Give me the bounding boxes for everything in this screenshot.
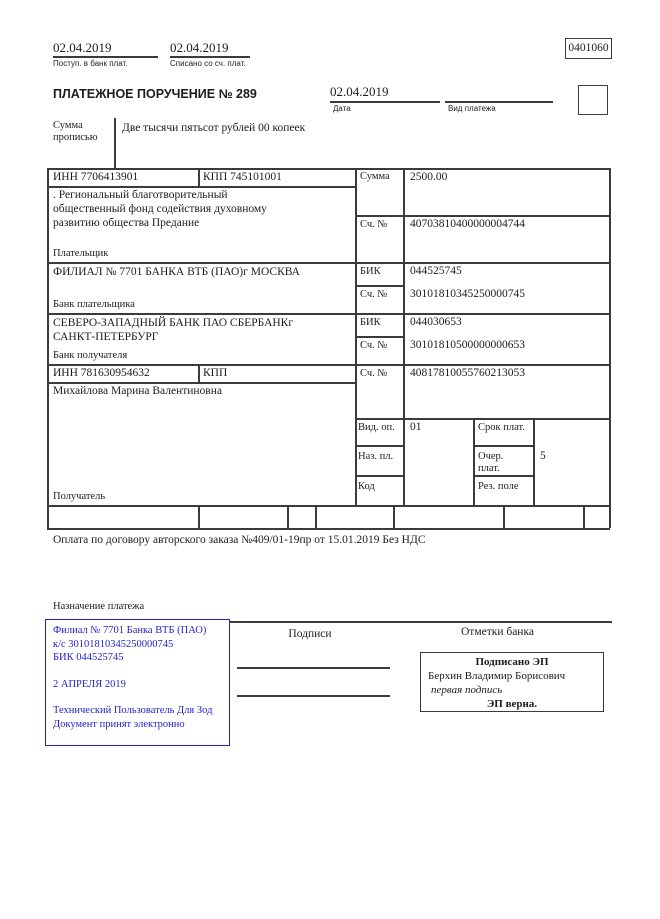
table-line	[393, 505, 395, 528]
payer-bank-bik-label: БИК	[360, 266, 381, 277]
payee-bank-name: СЕВЕРО-ЗАПАДНЫЙ БАНК ПАО СБЕРБАНКг САНКТ-ПЕТЕРБУРГ	[53, 317, 294, 343]
table-line	[47, 313, 610, 315]
reserve-label: Рез. поле	[478, 481, 519, 492]
payer-bank-name: ФИЛИАЛ № 7701 БАНКА ВТБ (ПАО)г МОСКВА	[53, 266, 300, 278]
payee-bank-bik: 044030653	[410, 316, 462, 328]
payer-bank-bik: 044525745	[410, 265, 462, 277]
form-code-box: 0401060	[565, 38, 612, 59]
signature-line-2	[237, 695, 390, 697]
amount-words-label: Сумма прописью	[53, 120, 98, 143]
payee-bank-bik-label: БИК	[360, 317, 381, 328]
table-line	[198, 364, 200, 382]
bank-marks-label: Отметки банка	[461, 626, 534, 638]
payer-name: . Региональный благотворительный общественный фонд содействия духовному развитию общества Предание	[53, 189, 267, 229]
table-line	[47, 262, 610, 264]
debited-date: 02.04.2019	[170, 40, 229, 55]
payer-inn: ИНН 7706413901	[53, 171, 139, 183]
esign-sign-type: первая подпись	[431, 684, 503, 696]
payer-account: 40703810400000004744	[410, 218, 525, 230]
table-line	[609, 168, 611, 528]
stamp-bank-line: Филиал № 7701 Банка ВТБ (ПАО)	[53, 625, 207, 636]
table-line	[47, 528, 610, 530]
esign-title: Подписано ЭП	[475, 656, 549, 668]
date-underline	[330, 101, 440, 103]
stamp-bik: БИК 044525745	[53, 652, 124, 663]
document-title: ПЛАТЕЖНОЕ ПОРУЧЕНИЕ № 289	[53, 87, 257, 101]
table-line	[403, 168, 405, 505]
table-line	[355, 475, 403, 477]
table-line	[47, 505, 610, 507]
stamp-date: 2 АПРЕЛЯ 2019	[53, 678, 126, 690]
esign-box	[420, 652, 604, 712]
esign-name: Берхин Владимир Борисович	[428, 670, 566, 682]
payee-account: 40817810055760213053	[410, 367, 525, 379]
payee-bank-account: 30101810500000000653	[410, 339, 525, 351]
payment-type-label: Вид платежа	[448, 104, 496, 113]
payer-account-label: Сч. №	[360, 219, 388, 230]
payment-type-box	[578, 85, 608, 115]
table-line	[355, 168, 357, 505]
table-line	[473, 418, 475, 505]
document-date: 02.04.2019	[330, 84, 389, 99]
table-line	[355, 336, 403, 338]
payer-bank-account: 30101810345250000745	[410, 288, 525, 300]
amount-words-divider	[114, 118, 116, 168]
table-line	[315, 505, 317, 528]
sum-label: Сумма	[360, 171, 390, 182]
table-line	[355, 445, 403, 447]
payee-account-label: Сч. №	[360, 368, 388, 379]
payee-inn: ИНН 781630954632	[53, 367, 150, 379]
op-type-value: 01	[410, 421, 422, 433]
payee-section-label: Получатель	[53, 491, 106, 502]
table-line	[355, 418, 610, 420]
purpose-code-label: Наз. пл.	[358, 451, 394, 462]
received-date-underline	[53, 56, 158, 58]
payer-bank-section-label: Банк плательщика	[53, 299, 135, 310]
payee-name: Михайлова Марина Валентиновна	[53, 385, 222, 397]
debited-date-underline	[170, 56, 250, 58]
table-line	[355, 285, 403, 287]
table-line	[583, 505, 585, 528]
received-in-bank-label: Поступ. в банк плат.	[53, 59, 128, 68]
bank-stamp-box	[45, 619, 230, 746]
payee-bank-section-label: Банк получателя	[53, 350, 128, 361]
purpose-text: Оплата по договору авторского заказа №409/01-19пр от 15.01.2019 Без НДС	[53, 534, 426, 546]
stamp-operator: Технический Пользователь Для Зод	[53, 705, 213, 716]
op-type-label: Вид. оп.	[358, 422, 395, 433]
signatures-label: Подписи	[288, 628, 332, 640]
debited-label: Списано со сч. плат.	[170, 59, 246, 68]
table-line	[473, 445, 533, 447]
payee-kpp-label: КПП	[203, 367, 228, 379]
date-label: Дата	[333, 104, 351, 113]
order-label: Очер. плат.	[478, 451, 504, 474]
order-value: 5	[540, 450, 546, 462]
stamp-corr-account: к/с 30101810345250000745	[53, 638, 174, 650]
stamp-accepted: Документ принят электронно	[53, 718, 185, 730]
payer-bank-account-label: Сч. №	[360, 289, 388, 300]
table-line	[287, 505, 289, 528]
payer-kpp: КПП 745101001	[203, 171, 282, 183]
payment-type-underline	[445, 101, 553, 103]
table-line	[47, 168, 49, 528]
esign-verified: ЭП верна.	[486, 698, 538, 710]
footer-top-line	[230, 621, 612, 623]
received-in-bank-date: 02.04.2019	[53, 40, 112, 55]
table-line	[473, 475, 533, 477]
code-label: Код	[358, 481, 375, 492]
sum-value: 2500.00	[410, 171, 448, 183]
table-line	[503, 505, 505, 528]
amount-words-value: Две тысячи пятьсот рублей 00 копеек	[122, 122, 306, 134]
table-line	[198, 505, 200, 528]
payer-section-label: Плательщик	[53, 248, 109, 259]
signature-line-1	[237, 667, 390, 669]
purpose-label: Назначение платежа	[53, 601, 145, 612]
payee-bank-account-label: Сч. №	[360, 340, 388, 351]
term-label: Срок плат.	[478, 422, 525, 433]
table-line	[198, 168, 200, 186]
